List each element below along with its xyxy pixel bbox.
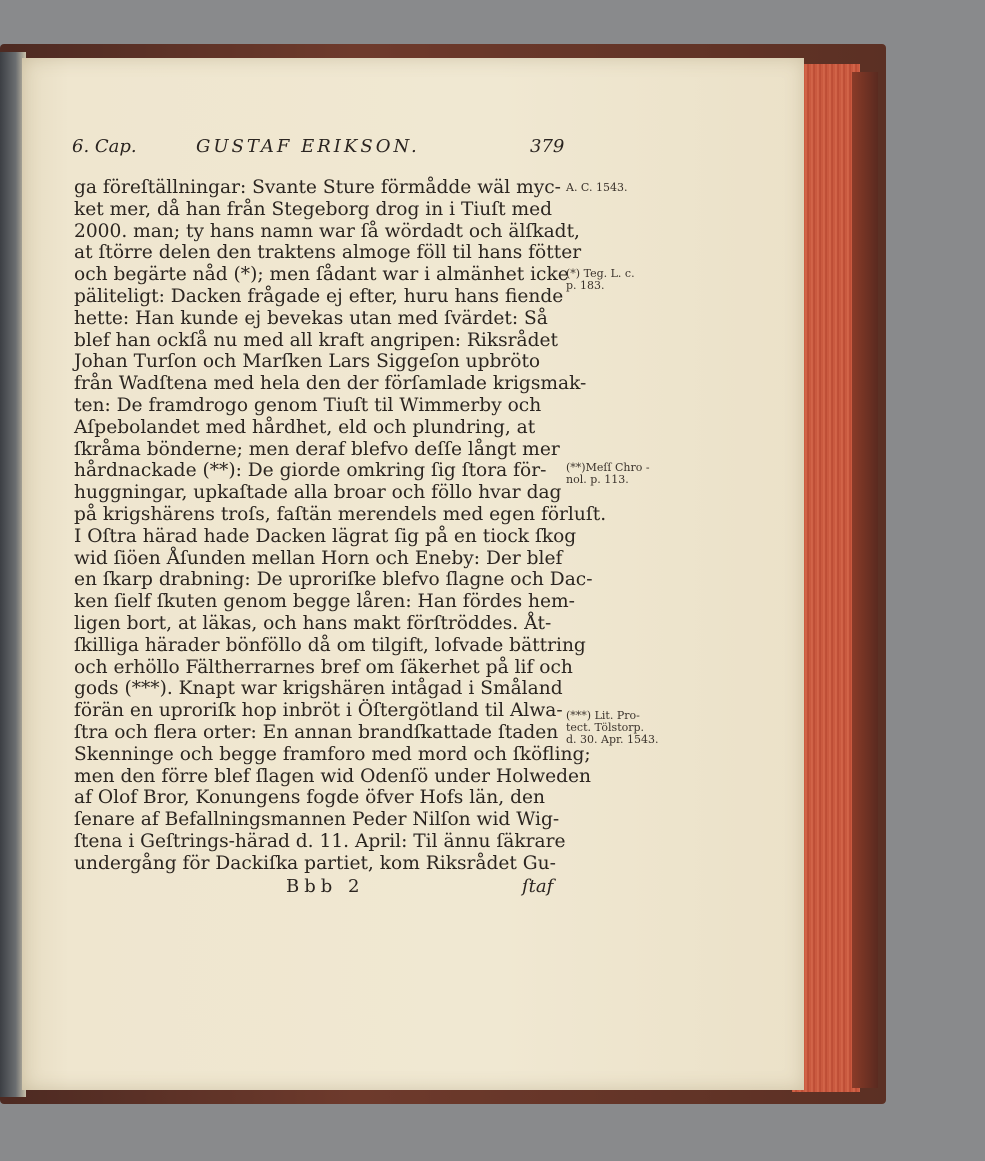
page-number: 379 bbox=[530, 136, 565, 157]
text-line: gods (***). Knapt war krigshären intågad i Småland bbox=[74, 678, 563, 700]
chapter-label: 6. Cap. bbox=[72, 136, 137, 157]
text-line: af Olof Bror, Konungens fogde öfver Hofs län, den bbox=[74, 787, 545, 809]
text-line: ſtra och flera orter: En annan brandſkattade ſtaden bbox=[74, 722, 559, 743]
text-line: ſkråma bönderne; men deraf blefvo deſſe långt mer bbox=[74, 438, 560, 460]
margin-note-line: (***) Lit. Pro- bbox=[566, 709, 640, 722]
text-line: ken ſielf ſkuten genom begge låren: Han fördes hem- bbox=[74, 591, 575, 613]
text-line: men den förre blef ſlagen wid Odenſö under Holweden bbox=[74, 765, 592, 787]
text-line: ten: De framdrogo genom Tiuſt til Wimmerby och bbox=[74, 395, 542, 416]
text-line: Skenninge och begge framforo med mord och ſköfling; bbox=[74, 743, 591, 765]
text-line: hette: Han kunde ej bevekas utan med ſvärdet: Så bbox=[74, 307, 548, 329]
text-line: undergång för Dackiſka partiet, kom Riksrådet Gu- bbox=[74, 852, 556, 874]
margin-note-line: A. C. 1543. bbox=[566, 181, 628, 194]
text-line: hårdnackade (**): De giorde omkring ſig ſtora för- bbox=[74, 460, 547, 482]
text-line: 2000. man; ty hans namn war ſå wördadt och älſkadt, bbox=[74, 220, 580, 242]
text-line: Johan Turſon och Marſken Lars Siggeſon upbröto bbox=[74, 351, 541, 373]
margin-note-line: p. 183. bbox=[566, 279, 605, 292]
text-line: ſenare af Befallningsmannen Peder Nilſon wid Wig- bbox=[74, 809, 560, 831]
margin-note-line: nol. p. 113. bbox=[566, 473, 629, 486]
catchword: ſtaf bbox=[522, 876, 554, 897]
margin-note-line: tect. Tölstorp. bbox=[566, 721, 645, 734]
signature-mark: Bbb 2 bbox=[286, 876, 365, 897]
text-line: från Wadſtena med hela den der förſamlade krigsmak- bbox=[74, 373, 587, 395]
text-line: ligen bort, at läkas, och hans makt förſtröddes. Åt- bbox=[74, 613, 552, 634]
text-line: och erhöllo Fältherrarnes bref om ſäkerhet på lif och bbox=[74, 656, 573, 678]
text-line: och begärte nåd (*); men ſådant war i almänhet icke bbox=[74, 264, 569, 286]
margin-note-line: d. 30. Apr. 1543. bbox=[566, 733, 659, 746]
text-line: på krigshärens troſs, faſtän merendels med egen förluſt. bbox=[74, 504, 607, 525]
running-title: GUSTAF ERIKSON. bbox=[196, 136, 420, 157]
text-line: at ſtörre delen den traktens almoge föll til hans fötter bbox=[74, 242, 582, 264]
text-line: päliteligt: Dacken frågade ej efter, huru hans fiende bbox=[74, 286, 564, 307]
margin-note-line: (*) Teg. L. c. bbox=[566, 267, 635, 280]
margin-note-line: (**)Meſſ Chro - bbox=[566, 461, 650, 474]
text-line: ſkilliga härader bönföllo då om tilgift, lofvade bättring bbox=[74, 634, 586, 656]
text-line: ſtena i Geſtrings-härad d. 11. April: Til ännu ſäkrare bbox=[74, 831, 566, 852]
text-line: en ſkarp drabning: De uproriſke blefvo ſlagne och Dac- bbox=[74, 569, 593, 591]
text-line: I Oſtra härad hade Dacken lägrat ſig på en tiock ſkog bbox=[74, 525, 577, 547]
text-line: ket mer, då han från Stegeborg drog in i Tiuſt med bbox=[74, 198, 553, 220]
text-line: wid ſiöen Åſunden mellan Horn och Eneby: Der blef bbox=[74, 547, 563, 569]
text-line: huggningar, upkaſtade alla broar och föllo hvar dag bbox=[74, 482, 562, 504]
text-line: blef han ockſå nu med all kraft angripen: Riksrådet bbox=[74, 329, 559, 351]
text-line: Aſpebolandet med hårdhet, eld och plundring, at bbox=[74, 416, 536, 438]
cover-edge-shadow bbox=[852, 72, 878, 1088]
running-header bbox=[72, 136, 572, 166]
text-line: ga föreſtällningar: Svante Sture förmådde wäl myc- bbox=[74, 177, 561, 198]
text-line: förän en uproriſk hop inbröt i Öſtergötland til Alwa- bbox=[74, 700, 563, 722]
